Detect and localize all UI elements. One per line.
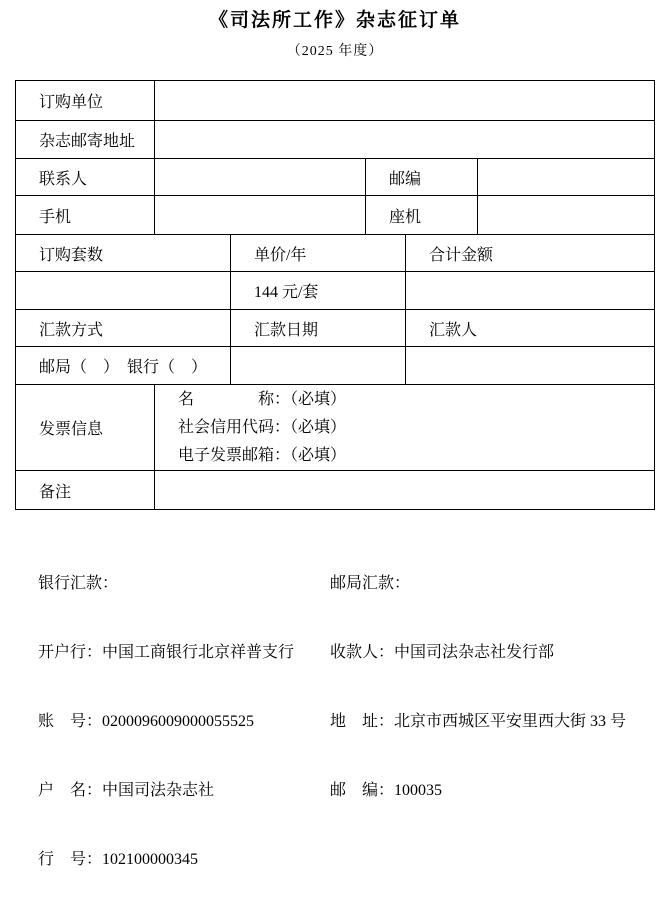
page-subtitle: （2025 年度） bbox=[286, 44, 384, 59]
order-unit-label: 订购单位 bbox=[15, 81, 154, 121]
row-remark bbox=[15, 471, 654, 510]
row-mail-address bbox=[15, 121, 654, 159]
invoice-name-line: 名 称：（必填） bbox=[177, 390, 346, 408]
post-payee-line: 收款人：中国司法杂志社发行部 bbox=[330, 644, 555, 661]
quantity-input-cell[interactable] bbox=[15, 272, 230, 310]
contact-input-cell[interactable] bbox=[154, 159, 365, 196]
payment-date-label: 汇款日期 bbox=[230, 310, 405, 347]
post-remittance-block bbox=[330, 526, 660, 848]
invoice-email-line: 电子发票邮箱：（必填） bbox=[177, 446, 346, 464]
unit-price-label: 单价/年 bbox=[230, 235, 405, 272]
row-order-unit bbox=[15, 81, 654, 121]
bank-account-number-line: 账 号：0200096009000055525 bbox=[38, 713, 255, 730]
quantity-label: 订购套数 bbox=[15, 235, 230, 272]
bank-remittance-title: 银行汇款： bbox=[38, 575, 119, 592]
total-amount-input-cell[interactable] bbox=[405, 272, 654, 310]
total-amount-label: 合计金额 bbox=[405, 235, 654, 272]
landline-input-cell[interactable] bbox=[477, 196, 654, 235]
contact-label: 联系人 bbox=[15, 159, 154, 196]
invoice-credit-code-line: 社会信用代码：（必填） bbox=[177, 418, 346, 436]
row-payment-header bbox=[15, 310, 654, 347]
row-payment-options bbox=[15, 347, 654, 385]
post-address-line: 地 址：北京市西城区平安里西大街 33 号 bbox=[330, 713, 627, 730]
postcode-input-cell[interactable] bbox=[477, 159, 654, 196]
mobile-input-cell[interactable] bbox=[154, 196, 365, 235]
invoice-label: 发票信息 bbox=[15, 385, 154, 471]
remark-input-cell[interactable] bbox=[154, 471, 654, 510]
row-phone bbox=[15, 196, 654, 235]
payment-date-input-cell[interactable] bbox=[230, 347, 405, 385]
subscription-form-table bbox=[15, 80, 655, 510]
landline-label: 座机 bbox=[365, 196, 477, 235]
unit-price-value: 144 元/套 bbox=[230, 272, 405, 310]
post-zipcode-line: 邮 编：100035 bbox=[330, 782, 443, 799]
bank-remittance-block bbox=[38, 526, 328, 917]
postcode-label: 邮编 bbox=[365, 159, 477, 196]
row-invoice bbox=[15, 385, 654, 471]
mail-address-input-cell[interactable] bbox=[154, 121, 654, 159]
post-remittance-title: 邮局汇款： bbox=[330, 575, 411, 592]
row-price-header bbox=[15, 235, 654, 272]
payer-input-cell[interactable] bbox=[405, 347, 654, 385]
bank-account-name-line: 户 名：中国司法杂志社 bbox=[38, 782, 215, 799]
bank-account-bank-line: 开户行：中国工商银行北京祥普支行 bbox=[38, 644, 295, 661]
mail-address-label: 杂志邮寄地址 bbox=[15, 121, 154, 159]
payment-options-cell[interactable]: 邮局（ ） 银行（ ） bbox=[15, 347, 230, 385]
bank-branch-code-line: 行 号：102100000345 bbox=[38, 851, 199, 868]
page-title: 《司法所工作》杂志征订单 bbox=[208, 10, 461, 31]
order-unit-input-cell[interactable] bbox=[154, 81, 654, 121]
row-contact bbox=[15, 159, 654, 196]
invoice-info-cell[interactable] bbox=[154, 385, 654, 471]
payment-method-label: 汇款方式 bbox=[15, 310, 230, 347]
payer-label: 汇款人 bbox=[405, 310, 654, 347]
mobile-label: 手机 bbox=[15, 196, 154, 235]
row-price-values bbox=[15, 272, 654, 310]
remark-label: 备注 bbox=[15, 471, 154, 510]
